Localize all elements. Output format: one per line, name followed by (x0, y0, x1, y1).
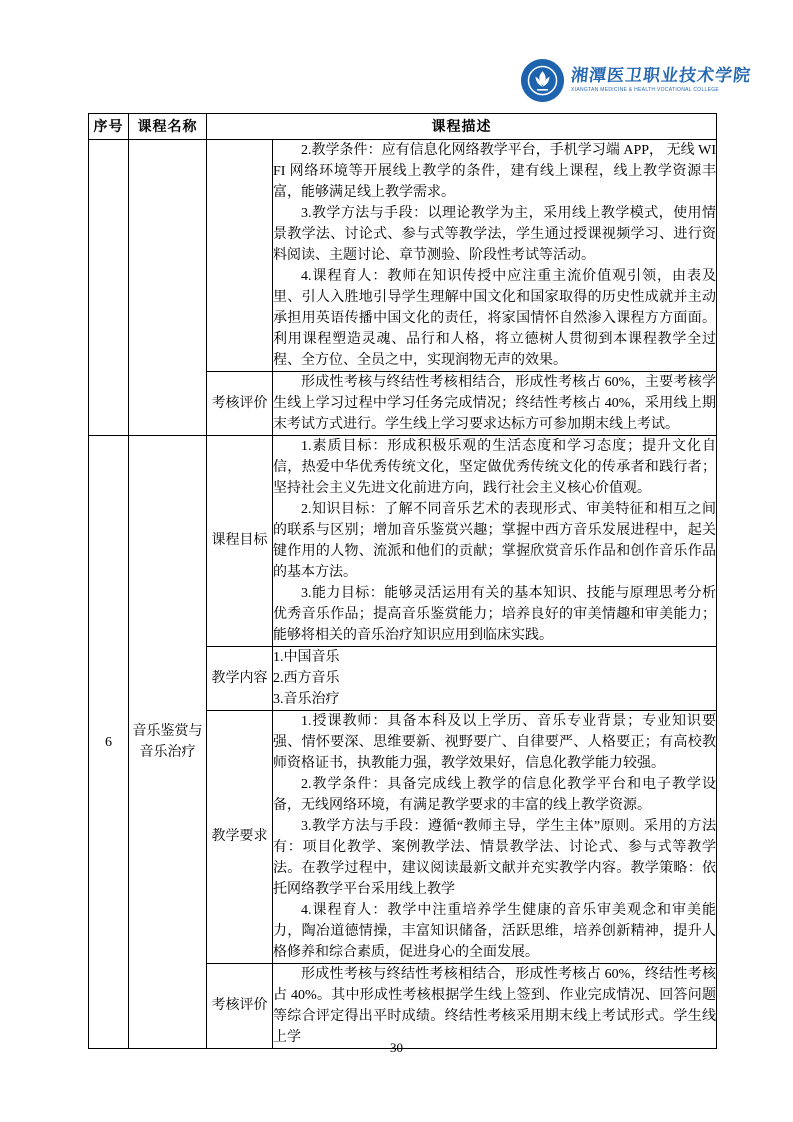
prev-course-assessment-content (273, 372, 717, 436)
prev-course-teaching-row (89, 140, 717, 372)
prev-course-seq-cell (89, 140, 129, 436)
header-course-desc: 课程描述 (207, 114, 717, 140)
paragraph: 3.能力目标：能够灵活运用有关的基本知识、技能与原理思考分析优秀音乐作品；提高音乐鉴赏能力；培养良好的审美情趣和审美能力；能够将相关的音乐治疗知识应用到临床实践。 (273, 586, 716, 643)
paragraph: 4.课程育人：教师在知识传授中应注重主流价值观引领，由表及里、引人入胜地引导学生理解中国文化和国家取得的历史性成就并主动承担用英语传播中国文化的责任，将家国情怀自然渗入课程方方面面。利用课程塑造灵魂、品行和人格，将立德树人贯彻到本课程教学全过程、全方位、全员之中，实现润物无声的效果。 (273, 269, 716, 368)
course6-content-label: 教学内容 (207, 647, 273, 711)
course6-requirements-label: 教学要求 (207, 711, 273, 964)
paragraph: 2.教学条件：具备完成线上教学的信息化教学平台和电子教学设备，无线网络环境，有满足教学要求的丰富的线上教学资源。 (273, 777, 716, 813)
header-course-name: 课程名称 (129, 114, 207, 140)
prev-course-assessment-label: 考核评价 (207, 372, 273, 436)
content-item: 1.中国音乐 (273, 650, 340, 665)
paragraph: 2.教学条件：应有信息化网络教学平台，手机学习端 APP， 无线 WIFI 网络环境等开展线上教学的条件，建有线上课程，线上教学资源丰富，能够满足线上教学需求。 (273, 143, 716, 200)
prev-course-name-cell (129, 140, 207, 436)
prev-course-empty-label-cell (207, 140, 273, 372)
header-seq: 序号 (89, 114, 129, 140)
paragraph: 形成性考核与终结性考核相结合，形成性考核占 60%，主要考核学生线上学习过程中学习任务完成情况；终结性考核占 40%，采用线上期末考试方式进行。学生线上学习要求达标方可参加期末线上考试。 (273, 375, 716, 432)
course6-goals-content (273, 436, 717, 647)
college-name-block (571, 66, 751, 94)
college-logo (520, 55, 753, 105)
paragraph: 3.教学方法与手段：遵循“教师主导，学生主体”原则。采用的方法有：项目化教学、案例教学法、情景教学法、讨论式、参与式等教学法。在教学过程中，建议阅读最新文献并充实教学内容。教学策略：依托网络教学平台采用线上教学 (273, 819, 716, 897)
course6-name-cell: 音乐鉴赏与音乐治疗 (129, 436, 207, 1049)
content-item: 3.音乐治疗 (273, 692, 340, 707)
course-table (88, 113, 717, 1049)
paragraph: 3.教学方法与手段：以理论教学为主，采用线上教学模式，使用情景教学法、讨论式、参与式等教学法，学生通过授课视频学习、进行资料阅读、主题讨论、章节测验、阶段性考试等活动。 (273, 206, 716, 263)
content-item: 2.西方音乐 (273, 671, 340, 686)
course6-requirements-content (273, 711, 717, 964)
paragraph: 形成性考核与终结性考核相结合，形成性考核占 60%，终结性考核占 40%。其中形成性考核根据学生线上签到、作业完成情况、回答问题等综合评定得出平时成绩。终结性考核采用期末线上考试形式。学生线上学 (273, 967, 716, 1045)
course6-seq-cell: 6 (89, 436, 129, 1049)
college-name-en: XIANGTAN MEDICINE & HEALTH VOCATIONAL COLLEGE (571, 87, 720, 93)
course6-assessment-content (273, 964, 717, 1049)
paragraph: 2.知识目标：了解不同音乐艺术的表现形式、审美特征和相互之间的联系与区别；增加音乐鉴赏兴趣；掌握中西方音乐发展进程中，起关键作用的人物、流派和他们的贡献；掌握欣赏音乐作品和创作音乐作品的基本方法。 (273, 502, 716, 580)
table-header-row (89, 114, 717, 140)
paragraph: 1.素质目标：形成积极乐观的生活态度和学习态度；提升文化自信，热爱中华优秀传统文化，坚定做优秀传统文化的传承者和践行者；坚持社会主义先进文化前进方向，践行社会主义核心价值观。 (273, 439, 716, 496)
paragraph: 1.授课教师：具备本科及以上学历、音乐专业背景；专业知识要强、情怀要深、思维要新、视野要广、自律要严、人格要正；有高校教师资格证书，执教能力强，教学效果好，信息化教学能力较强。 (273, 714, 716, 771)
course6-content-content (273, 647, 717, 711)
course6-goals-row (89, 436, 717, 647)
course6-assessment-label: 考核评价 (207, 964, 273, 1049)
paragraph: 4.课程育人：教学中注重培养学生健康的音乐审美观念和审美能力，陶冶道德情操，丰富知识储备，活跃思维，培养创新精神，提升人格修养和综合素质，促进身心的全面发展。 (273, 903, 716, 960)
prev-course-teaching-content (273, 140, 717, 372)
college-emblem-icon (520, 58, 565, 103)
course6-goals-label: 课程目标 (207, 436, 273, 647)
page-number: 30 (390, 1040, 403, 1055)
college-name-cn: 湘潭医卫职业技术学院 (570, 66, 753, 85)
